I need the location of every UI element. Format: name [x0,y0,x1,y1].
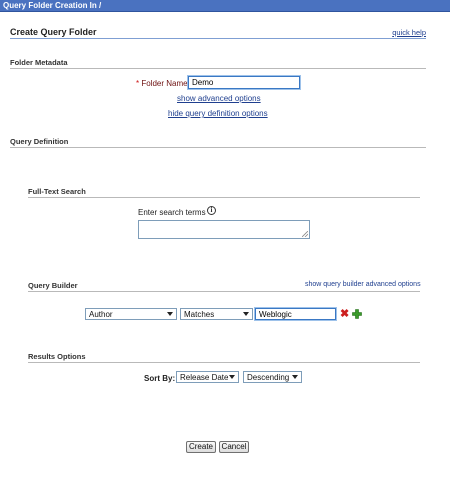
header-divider [10,38,426,39]
cancel-button[interactable]: Cancel [219,441,249,453]
show-query-builder-advanced-options-link[interactable]: show query builder advanced options [305,281,421,288]
full-text-search-heading: Full-Text Search [28,187,86,196]
hide-query-definition-options-link[interactable]: hide query definition options [168,109,268,118]
sort-order-selected: Descending [247,373,290,382]
query-builder-heading: Query Builder [28,281,78,290]
folder-metadata-divider [10,68,426,69]
window-titlebar [0,0,450,12]
sort-order-select[interactable] [243,371,302,383]
query-field-select[interactable] [85,308,177,320]
folder-name-input[interactable] [188,76,300,89]
results-options-divider [28,362,420,363]
info-icon[interactable]: i [207,206,216,215]
add-condition-icon[interactable] [352,309,362,319]
query-value-input[interactable] [255,308,336,320]
window-title: Query Folder Creation In / [3,1,102,10]
folder-name-label-text: Folder Name [141,79,188,88]
show-advanced-options-link[interactable]: show advanced options [177,94,261,103]
sort-by-label: Sort By: [144,374,176,383]
resize-grip-icon[interactable] [302,231,308,237]
chevron-down-icon [243,312,249,316]
query-operator-select[interactable] [180,308,253,320]
required-marker: * [136,79,140,88]
folder-metadata-heading: Folder Metadata [10,58,68,67]
chevron-down-icon [229,375,235,379]
folder-name-label [136,79,188,88]
results-options-heading: Results Options [28,352,86,361]
remove-condition-icon[interactable]: ✖ [340,308,350,320]
sort-field-selected: Release Date [180,373,229,382]
quick-help-link[interactable]: quick help [392,28,426,37]
page-title: Create Query Folder [10,27,97,37]
query-operator-selected: Matches [184,310,215,319]
query-definition-heading: Query Definition [10,137,69,146]
query-definition-divider [10,147,426,148]
query-field-selected: Author [89,310,113,319]
enter-search-terms-label: Enter search terms [138,208,206,217]
full-text-search-divider [28,197,420,198]
chevron-down-icon [167,312,173,316]
search-terms-textarea[interactable] [138,220,310,239]
chevron-down-icon [292,375,298,379]
query-builder-divider [28,291,420,292]
sort-field-select[interactable] [176,371,239,383]
create-button[interactable]: Create [186,441,216,453]
